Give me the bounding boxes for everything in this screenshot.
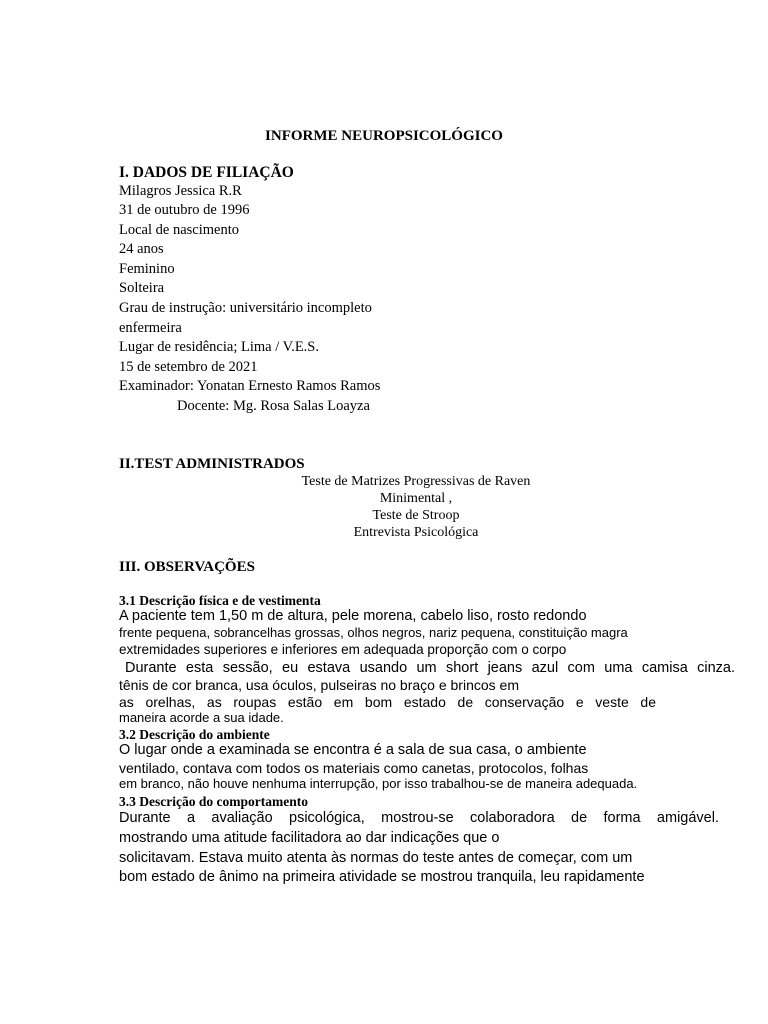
paragraph-line: em branco, não houve nenhuma interrupção, por isso trabalhou-se de maneira adequada. <box>119 776 638 791</box>
paragraph-line: O lugar onde a examinada se encontra é a sala de sua casa, o ambiente <box>119 742 587 758</box>
sex: Feminino <box>119 261 175 277</box>
test-item: Entrevista Psicológica <box>353 525 479 540</box>
paragraph-line: maneira acorde a sua idade. <box>119 710 284 725</box>
paragraph-line: bom estado de ânimo na primeira atividade se mostrou tranquila, leu rapidamente <box>119 869 645 885</box>
residence: Lugar de residência; Lima / V.E.S. <box>119 339 319 355</box>
section-2-heading: II.TEST ADMINISTRADOS <box>119 456 305 472</box>
test-item: Minimental , <box>379 491 453 506</box>
section-1-heading: I. DADOS DE FILIAÇÃO <box>119 164 294 181</box>
test-item: Teste de Matrizes Progressivas de Raven <box>301 474 531 489</box>
birth-place: Local de nascimento <box>119 222 239 238</box>
paragraph-line: as orelhas, as roupas estão em bom estado de conservação e veste de <box>119 694 656 710</box>
paragraph-line: ventilado, contava com todos os materiais como canetas, protocolos, folhas <box>119 760 589 776</box>
occupation: enfermeira <box>119 320 182 336</box>
birth-date: 31 de outubro de 1996 <box>119 202 250 218</box>
patient-name: Milagros Jessica R.R <box>119 183 242 199</box>
subsection-3-3-heading: 3.3 Descrição do comportamento <box>119 794 308 809</box>
paragraph-line: tênis de cor branca, usa óculos, pulseiras no braço e brincos em <box>119 677 519 693</box>
paragraph-line: A paciente tem 1,50 m de altura, pele morena, cabelo liso, rosto redondo <box>119 608 587 624</box>
subsection-3-1-heading: 3.1 Descrição física e de vestimenta <box>119 593 321 608</box>
subsection-3-2-heading: 3.2 Descrição do ambiente <box>119 727 270 742</box>
age: 24 anos <box>119 241 164 257</box>
paragraph-line: extremidades superiores e inferiores em adequada proporção com o corpo <box>119 642 567 657</box>
section-3-heading: III. OBSERVAÇÕES <box>119 559 255 575</box>
paragraph-line: Durante esta sessão, eu estava usando um short jeans azul com uma camisa cinza. <box>125 660 735 676</box>
paragraph-line: solicitavam. Estava muito atenta às normas do teste antes de começar, com um <box>119 850 633 866</box>
document-title: INFORME NEUROPSICOLÓGICO <box>265 128 503 144</box>
test-item: Teste de Stroop <box>372 508 460 523</box>
marital-status: Solteira <box>119 280 165 296</box>
paragraph-line: frente pequena, sobrancelhas grossas, olhos negros, nariz pequena, constituição magra <box>119 625 628 640</box>
teacher: Docente: Mg. Rosa Salas Loayza <box>177 398 370 414</box>
examiner: Examinador: Yonatan Ernesto Ramos Ramos <box>119 378 381 394</box>
paragraph-line: Durante a avaliação psicológica, mostrou-se colaboradora de forma amigável. <box>119 810 719 826</box>
paragraph-line: mostrando uma atitude facilitadora ao dar indicações que o <box>119 830 500 846</box>
evaluation-date: 15 de setembro de 2021 <box>119 359 258 375</box>
education: Grau de instrução: universitário incompleto <box>119 300 372 316</box>
